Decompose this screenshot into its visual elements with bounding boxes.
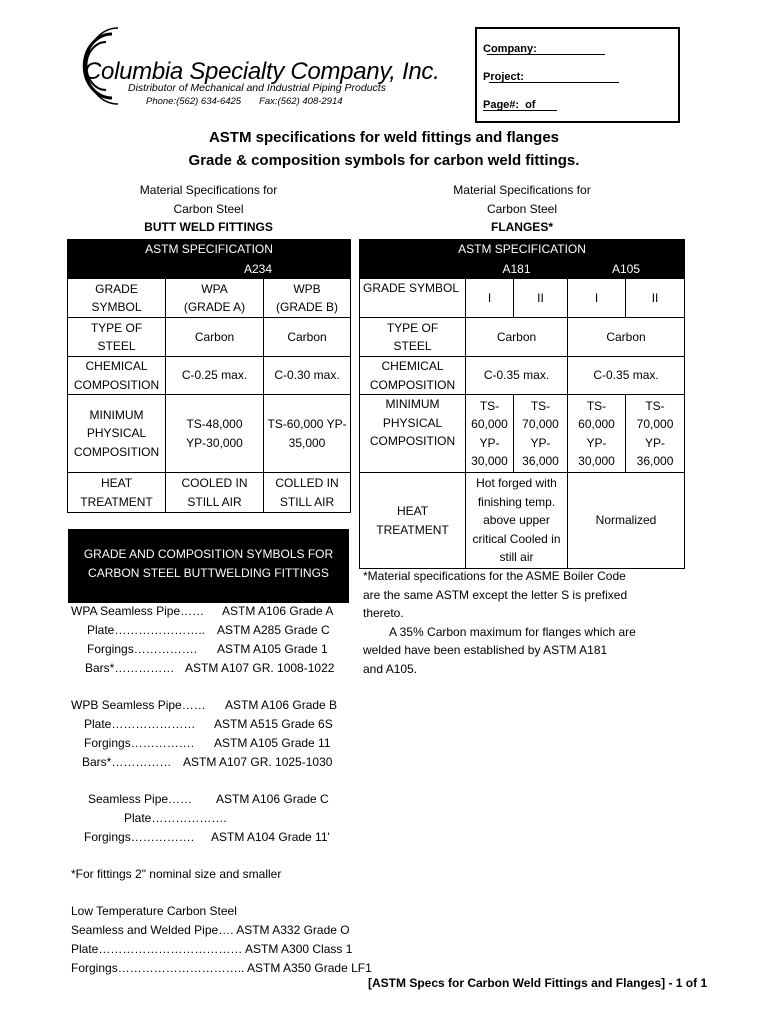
astm-spec-header: ASTM SPECIFICATION [360,240,685,260]
heading-line: Material Specifications for [453,183,591,197]
low-temp-item: Forgings………………………….. ASTM A350 Grade LF1 [71,961,372,975]
butt-weld-spec-table [67,239,351,513]
list-item-label: Plate………………. [124,811,227,825]
fittings-note: *For fittings 2" nominal size and smaller [71,867,282,881]
note-line: A 35% Carbon maximum for flanges which are [363,624,636,639]
company-field-label: Company: [483,43,537,55]
row-label-grade: GRADE SYMBOL [68,279,166,318]
project-field-line[interactable] [489,71,619,83]
heading-line: Carbon Steel [486,201,558,216]
row-label-chem: CHEMICAL COMPOSITION [68,357,166,395]
flange-note [363,567,663,678]
cell-a105-heat: Normalized [568,473,685,569]
low-temp-item: Plate……………………………… ASTM A300 Class 1 [71,942,353,956]
cell-wpa-heat: COOLED IN STILL AIR [166,473,264,513]
company-fax: Fax:(562) 408-2914 [259,96,343,107]
row-label-phys: MINIMUM PHYSICAL COMPOSITION [360,395,466,473]
page-of-label: of [525,99,536,111]
list-item-label: Forgings……………. [87,642,198,656]
cell-a105-type: Carbon [568,318,685,357]
cell-a181-phys-2: TS- 70,000 YP- 36,000 [514,395,568,473]
cell-wpa-phys: TS-48,000 YP-30,000 [166,395,264,473]
row-label-heat: HEAT TREATMENT [68,473,166,513]
row-label-chem: CHEMICAL COMPOSITION [360,357,466,395]
note-line: welded have been established by ASTM A181 [363,643,608,657]
row-label-phys: MINIMUM PHYSICAL COMPOSITION [68,395,166,473]
row-label-type: TYPE OF STEEL [360,318,466,357]
cell-a105-grade-2: II [626,279,685,318]
list-item-value: ASTM A106 Grade B [225,698,338,712]
butt-weld-heading [68,181,349,237]
list-item-label: Forgings……………. [84,736,195,750]
company-field-line[interactable] [487,43,605,55]
heading-line: Material Specifications for [139,183,278,197]
list-item-value: ASTM A107 GR. 1025-1030 [183,755,333,769]
page-field[interactable] [483,99,541,111]
list-item-label: Seamless Pipe…… [88,792,193,806]
cell-a181-type: Carbon [466,318,568,357]
cell-wpb-chem: C-0.30 max. [264,357,351,395]
project-field[interactable] [483,71,524,83]
list-item-label: WPA Seamless Pipe…… [71,604,205,618]
flanges-heading [360,181,684,237]
cell-wpb-heat: COLLED IN STILL AIR [264,473,351,513]
page-total-line[interactable] [483,99,529,111]
cell-a181-heat: Hot forged with finishing temp. above upper critical Cooled in still air [466,473,568,569]
symbols-heading-line: CARBON STEEL BUTTWELDING FITTINGS [88,566,329,580]
symbols-heading-box [68,529,349,603]
spec-a181: A181 [466,259,568,279]
company-phone: Phone:(562) 634-6425 [146,96,242,107]
cell-a105-grade-1: I [568,279,626,318]
cell-wpa-grade: WPA (GRADE A) [166,279,264,318]
cell-wpb-type: Carbon [264,318,351,357]
company-name: Columbia Specialty Company, Inc. [84,58,440,85]
spec-a105: A105 [568,259,685,279]
list-item-value: ASTM A105 Grade 1 [217,642,328,656]
row-label-type: TYPE OF STEEL [68,318,166,357]
company-contact [146,96,361,107]
cell-a105-phys-2: TS- 70,000 YP- 36,000 [626,395,685,473]
cell-wpb-grade: WPB (GRADE B) [264,279,351,318]
low-temp-item: Seamless and Welded Pipe…. ASTM A332 Grade O [71,923,350,937]
row-label-grade: GRADE SYMBOL [360,279,466,318]
list-item-value: ASTM A106 Grade A [222,604,334,618]
page-subtitle: Grade & composition symbols for carbon weld fittings. [188,152,580,169]
symbols-heading-line: GRADE AND COMPOSITION SYMBOLS FOR [83,547,334,561]
list-item-label: Forgings……………. [84,830,195,844]
project-field-label: Project: [483,71,524,83]
cell-a105-chem: C-0.35 max. [568,357,685,395]
list-item-label: Bars*…………… [85,661,175,675]
cell-a181-grade-2: II [514,279,568,318]
cell-a181-grade-1: I [466,279,514,318]
page-field-label: Page#: [483,99,520,111]
list-item-label: Plate………………… [84,717,196,731]
list-item-label: WPB Seamless Pipe…… [71,698,206,712]
note-line: *Material specifications for the ASME Boiler Code [363,569,626,583]
astm-spec-header: ASTM SPECIFICATION [68,240,351,260]
list-item-value: ASTM A107 GR. 1008-1022 [185,661,335,675]
cell-wpa-chem: C-0.25 max. [166,357,264,395]
page-title: ASTM specifications for weld fittings and flanges [208,129,560,146]
page-footer: [ASTM Specs for Carbon Weld Fittings and Flanges] - 1 of 1 [368,976,708,990]
cell-a105-phys-1: TS- 60,000 YP- 30,000 [568,395,626,473]
astm-spec-blank [360,259,466,279]
note-line: thereto. [363,606,404,620]
note-line: and A105. [363,661,418,676]
low-temp-title: Low Temperature Carbon Steel [71,904,237,918]
info-form [475,27,680,123]
cell-a181-chem: C-0.35 max. [466,357,568,395]
heading-line: Carbon Steel [173,201,244,216]
cell-a181-phys-1: TS- 60,000 YP- 30,000 [466,395,514,473]
note-line: are the same ASTM except the letter S is prefixed [363,587,628,602]
list-item-label: Bars*…………… [82,755,172,769]
heading-line: FLANGES* [490,220,553,234]
list-item-value: ASTM A515 Grade 6S [214,717,333,731]
list-item-value: ASTM A104 Grade 11' [211,830,330,844]
row-label-heat: HEAT TREATMENT [360,473,466,569]
list-item-label: Plate………………….. [87,623,206,637]
list-item-value: ASTM A105 Grade 11 [214,736,331,750]
spec-a234: A234 [166,259,351,279]
list-item-value: ASTM A285 Grade C [217,623,330,637]
company-tagline: Distributor of Mechanical and Industrial Piping Products [128,82,386,94]
cell-wpa-type: Carbon [166,318,264,357]
astm-spec-blank [68,259,166,279]
company-field[interactable] [483,43,537,55]
list-item-value: ASTM A106 Grade C [216,792,329,806]
heading-line: BUTT WELD FITTINGS [144,220,273,234]
flanges-spec-table [359,239,685,569]
cell-wpb-phys: TS-60,000 YP- 35,000 [264,395,351,473]
